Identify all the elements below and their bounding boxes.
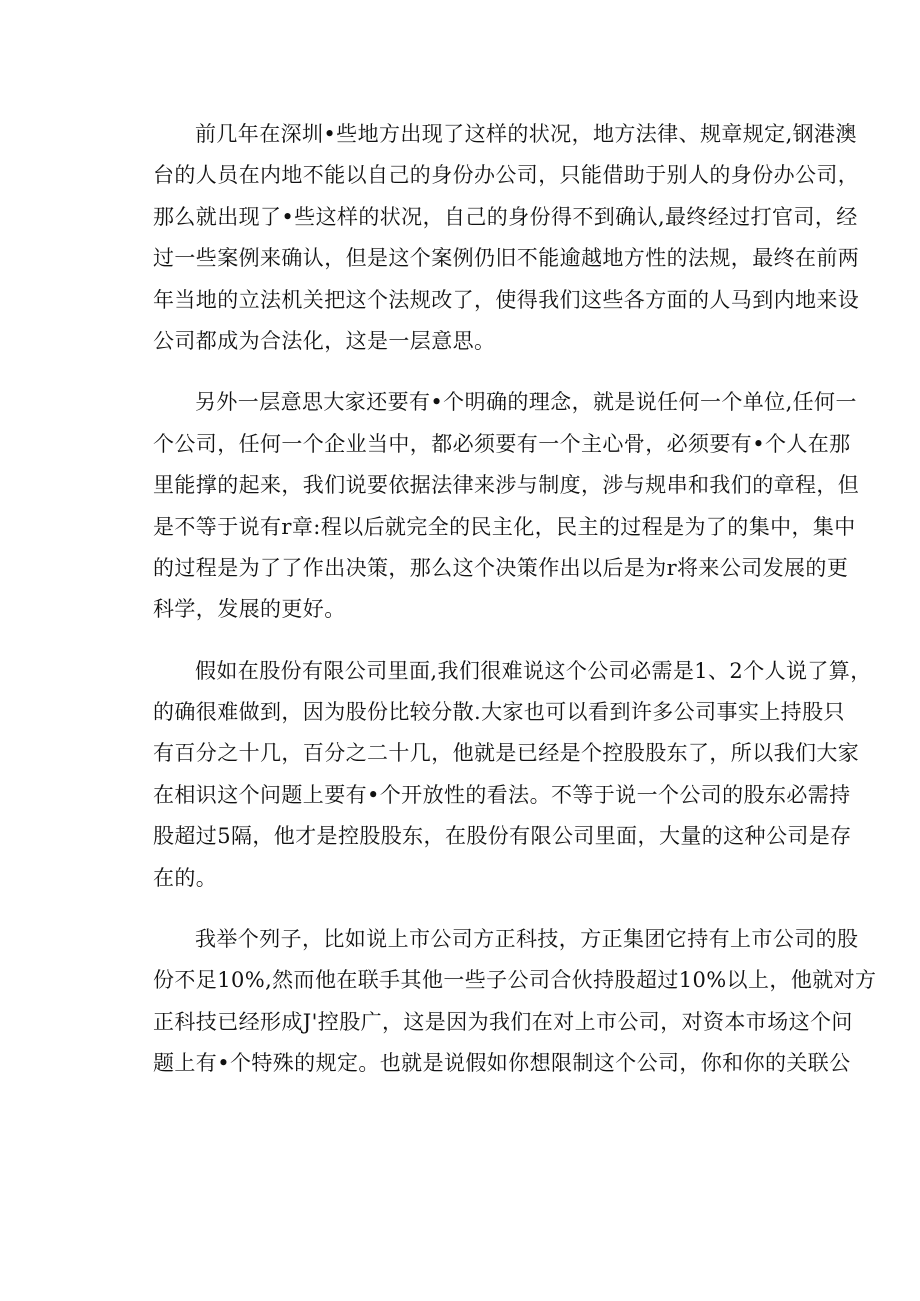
text-line: 的确很难做到，因为股份比较分散.大家也可以看到许多公司事实上持股只	[153, 700, 845, 725]
text-line: 那么就出现了•些这样的状况，自己的身份得不到确认,最终经过打官司，经	[153, 204, 858, 229]
text-line: 是不等于说有r章:程以后就完全的民主化，民主的过程是为了的集中，集中	[153, 514, 856, 539]
paragraph-1	[153, 114, 860, 362]
text-line: 里能撑的起来，我们说要依据法律来涉与制度，涉与规串和我们的章程，但	[153, 473, 860, 498]
text-line: 假如在股份有限公司里面,我们很难说这个公司必需是1、2个人说了算，	[195, 658, 872, 683]
text-line: 年当地的立法机关把这个法规改了，使得我们这些各方面的人马到内地来设	[153, 287, 860, 312]
text-line: 台的人员在内地不能以自己的身份办公司，只能借助于别人的身份办公司，	[153, 163, 860, 188]
text-line: 在的。	[153, 865, 218, 890]
text-line: 个公司，任何一个企业当中，都必须要有一个主心骨，必须要有•个人在那	[153, 431, 851, 456]
text-line: 份不足10%,然而他在联手其他一些子公司合伙持股超过10%以上，他就对方	[153, 968, 877, 993]
text-line: 科学，发展的更好。	[153, 597, 346, 622]
body-text	[153, 114, 877, 1105]
paragraph-4	[153, 919, 877, 1085]
text-line: 我举个列子，比如说上市公司方正科技，方正集团它持有上市公司的股	[195, 927, 859, 952]
paragraph-2	[153, 382, 860, 630]
text-line: 正科技已经形成J'控股广，这是因为我们在对上市公司，对资本市场这个问	[153, 1009, 853, 1034]
text-line: 前几年在深圳•些地方出现了这样的状况，地方法律、规章规定,钢港澳	[195, 122, 857, 146]
text-line: 有百分之十几，百分之二十几，他就是已经是个控股股东了，所以我们大家	[153, 741, 860, 766]
paragraph-3	[153, 651, 872, 899]
text-line: 题上有•个特殊的规定。也就是说假如你想限制这个公司，你和你的关联公	[153, 1051, 851, 1076]
text-line: 在相识这个问题上要有•个开放性的看法。不等于说一个公司的股东必需持	[153, 782, 851, 807]
text-line: 的过程是为了了作出决策，那么这个决策作出以后是为r将来公司发展的更	[153, 555, 849, 580]
text-line: 公司都成为合法化，这是一层意思。	[153, 328, 496, 353]
text-line: 股超过5隔，他才是控股股东，在股份有限公司里面，大量的这种公司是存	[153, 824, 852, 849]
text-line: 另外一层意思大家还要有•个明确的理念，就是说任何一个单位,任何一	[195, 390, 857, 415]
text-line: 过一些案例来确认，但是这个案例仍旧不能逾越地方性的法规，最终在前两	[153, 246, 860, 271]
